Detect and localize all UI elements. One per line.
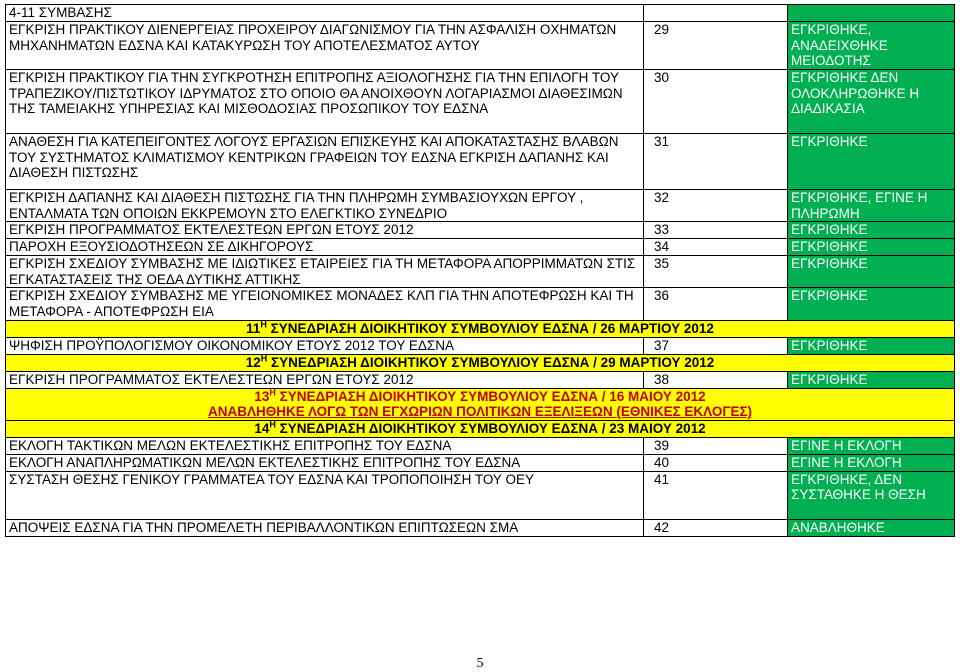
meeting-title: ΣΥΝΕΔΡΙΑΣΗ ΔΙΟΙΚΗΤΙΚΟΥ ΣΥΜΒΟΥΛΙΟΥ ΕΔΣΝΑ / 26 ΜΑΡΤΙΟΥ 2012 xyxy=(270,320,714,336)
meeting-title: ΣΥΝΕΔΡΙΑΣΗ ΔΙΟΙΚΗΤΙΚΟΥ ΣΥΜΒΟΥΛΙΟΥ ΕΔΣΝΑ / 23 ΜΑΙΟΥ 2012 xyxy=(279,420,706,436)
row-text: ΕΓΚΡΙΣΗ ΠΡΑΚΤΙΚΟΥ ΓΙΑ ΤΗΝ ΣΥΓΚΡΟΤΗΣΗ ΕΠΙΤΡΟΠΗΣ ΑΞΙΟΛΟΓΗΣΗΣ ΓΙΑ ΤΗΝ ΕΠΙΛΟΓΗ ΤΟΥ ΤΡΑΠΕΖΙΚΟΥ/ΠΙΣΤΩΤΙΚΟΥ ΙΔΡΥΜΑΤΟΣ ΣΤΟ ΟΠΟΙΟ ΘΑ ΑΝΟΙΧΘΟΥΝ ΛΟΓΑΡΙΑΣΜΟΙ ΔΙΑΘΕΣΙΜΩΝ ΤΗΣ ΤΑΜΕΙΑΚΗΣ ΥΠΗΡΕΣΙΑΣ ΚΑΙ ΜΙΣΘΟΔΟΣΙΑΣ ΠΡΟΣΩΠΙΚΟΥ ΤΟΥ ΕΔΣΝΑ xyxy=(6,70,644,134)
meeting-number-suffix: Η xyxy=(260,319,267,330)
table-row xyxy=(6,371,955,388)
meeting-number: 12 xyxy=(245,354,261,370)
meeting-header xyxy=(6,320,955,337)
row-text: ΕΓΚΡΙΣΗ ΠΡΟΓΡΑΜΜΑΤΟΣ ΕΚΤΕΛΕΣΤΕΩΝ ΕΡΓΩΝ ΕΤΟΥΣ 2012 xyxy=(6,222,644,239)
meeting-title: ΣΥΝΕΔΡΙΑΣΗ ΔΙΟΙΚΗΤΙΚΟΥ ΣΥΜΒΟΥΛΙΟΥ ΕΔΣΝΑ / 29 ΜΑΡΤΙΟΥ 2012 xyxy=(271,354,715,370)
row-text: ΣΥΣΤΑΣΗ ΘΕΣΗΣ ΓΕΝΙΚΟΥ ΓΡΑΜΜΑΤΕΑ ΤΟΥ ΕΔΣΝΑ ΚΑΙ ΤΡΟΠΟΠΟΙΗΣΗ ΤΟΥ ΟΕΥ xyxy=(6,471,644,519)
row-number: 32 xyxy=(644,190,788,222)
meeting-header-row xyxy=(6,354,955,371)
row-decision: ΕΓΚΡΙΘΗΚΕ xyxy=(788,134,955,190)
row-text: ΨΗΦΙΣΗ ΠΡΟΫΠΟΛΟΓΙΣΜΟΥ ΟΙΚΟΝΟΜΙΚΟΥ ΕΤΟΥΣ 2012 ΤΟΥ ΕΔΣΝΑ xyxy=(6,337,644,354)
row-number: 42 xyxy=(644,519,788,536)
row-number: 30 xyxy=(644,70,788,134)
row-text: ΕΓΚΡΙΣΗ ΠΡΟΓΡΑΜΜΑΤΟΣ ΕΚΤΕΛΕΣΤΕΩΝ ΕΡΓΩΝ ΕΤΟΥΣ 2012 xyxy=(6,371,644,388)
table-row xyxy=(6,134,955,190)
table-row xyxy=(6,22,955,70)
table-row xyxy=(6,337,955,354)
meeting-number: 13 xyxy=(254,388,270,404)
row-decision: ΕΓΙΝΕ Η ΕΚΛΟΓΗ xyxy=(788,437,955,454)
row-decision: ΕΓΚΡΙΘΗΚΕ xyxy=(788,239,955,256)
row-text: ΑΠΟΨΕΙΣ ΕΔΣΝΑ ΓΙΑ ΤΗΝ ΠΡΟΜΕΛΕΤΗ ΠΕΡΙΒΑΛΛΟΝΤΙΚΩΝ ΕΠΙΠΤΩΣΕΩΝ ΣΜΑ xyxy=(6,519,644,536)
row-text: ΕΚΛΟΓΗ ΑΝΑΠΛΗΡΩΜΑΤΙΚΩΝ ΜΕΛΩΝ ΕΚΤΕΛΕΣΤΙΚΗΣ ΕΠΙΤΡΟΠΗΣ ΤΟΥ ΕΔΣΝΑ xyxy=(6,454,644,471)
row-decision: ΕΓΚΡΙΘΗΚΕ xyxy=(788,256,955,288)
row-decision: ΕΓΚΡΙΘΗΚΕ xyxy=(788,222,955,239)
section-title: 4-11 ΣΥΜΒΑΣΗΣ xyxy=(6,5,644,22)
meeting-number-suffix: Η xyxy=(269,419,276,430)
row-text: ΠΑΡΟΧΗ ΕΞΟΥΣΙΟΔΟΤΗΣΕΩΝ ΣΕ ΔΙΚΗΓΟΡΟΥΣ xyxy=(6,239,644,256)
meeting-header-row xyxy=(6,388,955,420)
table-row xyxy=(6,288,955,320)
table-row xyxy=(6,437,955,454)
row-text: ΕΓΚΡΙΣΗ ΣΧΕΔΙΟΥ ΣΥΜΒΑΣΗΣ ΜΕ ΥΓΕΙΟΝΟΜΙΚΕΣ ΜΟΝΑΔΕΣ ΚΛΠ ΓΙΑ ΤΗΝ ΑΠΟΤΕΦΡΩΣΗ ΚΑΙ ΤΗ ΜΕΤΑΦΟΡΑ - ΑΠΟΤΕΦΡΩΣΗ ΕΙΑ xyxy=(6,288,644,320)
meeting-header xyxy=(6,354,955,371)
row-number: 34 xyxy=(644,239,788,256)
row-text: ΕΚΛΟΓΗ ΤΑΚΤΙΚΩΝ ΜΕΛΩΝ ΕΚΤΕΛΕΣΤΙΚΗΣ ΕΠΙΤΡΟΠΗΣ ΤΟΥ ΕΔΣΝΑ xyxy=(6,437,644,454)
meeting-number: 14 xyxy=(254,420,270,436)
row-text: ΕΓΚΡΙΣΗ ΣΧΕΔΙΟΥ ΣΥΜΒΑΣΗΣ ΜΕ ΙΔΙΩΤΙΚΕΣ ΕΤΑΙΡΕΙΕΣ ΓΙΑ ΤΗ ΜΕΤΑΦΟΡΑ ΑΠΟΡΡΙΜΜΑΤΩΝ ΣΤΙΣ ΕΓΚΑΤΑΣΤΑΣΕΙΣ ΤΗΣ ΟΕΔΑ ΔΥΤΙΚΗΣ ΑΤΤΙΚΗΣ xyxy=(6,256,644,288)
row-text: ΕΓΚΡΙΣΗ ΔΑΠΑΝΗΣ ΚΑΙ ΔΙΑΘΕΣΗ ΠΙΣΤΩΣΗΣ ΓΙΑ ΤΗΝ ΠΛΗΡΩΜΗ ΣΥΜΒΑΣΙΟΥΧΩΝ ΕΡΓΟΥ , ΕΝΤΑΛΜΑΤΑ ΤΩΝ ΟΠΟΙΩΝ ΕΚΚΡΕΜΟΥΝ ΣΤΟ ΕΛΕΓΚΤΙΚΟ ΣΥΝΕΔΡΙΟ xyxy=(6,190,644,222)
section-row xyxy=(6,5,955,22)
table-row xyxy=(6,190,955,222)
decisions-table xyxy=(5,4,955,537)
row-number: 33 xyxy=(644,222,788,239)
row-text: ΑΝΑΘΕΣΗ ΓΙΑ ΚΑΤΕΠΕΙΓΟΝΤΕΣ ΛΟΓΟΥΣ ΕΡΓΑΣΙΩΝ ΕΠΙΣΚΕΥΗΣ ΚΑΙ ΑΠΟΚΑΤΑΣΤΑΣΗΣ ΒΛΑΒΩΝ ΤΟΥ ΣΥΣΤΗΜΑΤΟΣ ΚΛΙΜΑΤΙΣΜΟΥ ΚΕΝΤΡΙΚΩΝ ΓΡΑΦΕΙΩΝ ΤΟΥ ΕΔΣΝΑ ΕΓΚΡΙΣΗ ΔΑΠΑΝΗΣ ΚΑΙ ΔΙΑΘΕΣΗ ΠΙΣΤΩΣΗΣ xyxy=(6,134,644,190)
row-decision: ΑΝΑΒΛΗΘΗΚΕ xyxy=(788,519,955,536)
meeting-header-row xyxy=(6,320,955,337)
row-number: 40 xyxy=(644,454,788,471)
row-text: ΕΓΚΡΙΣΗ ΠΡΑΚΤΙΚΟΥ ΔΙΕΝΕΡΓΕΙΑΣ ΠΡΟΧΕΙΡΟΥ ΔΙΑΓΩΝΙΣΜΟΥ ΓΙΑ ΤΗΝ ΑΣΦΑΛΙΣΗ ΟΧΗΜΑΤΩΝ ΜΗΧΑΝΗΜΑΤΩΝ ΕΔΣΝΑ ΚΑΙ ΚΑΤΑΚΥΡΩΣΗ ΤΟΥ ΑΠΟΤΕΛΕΣΜΑΤΟΣ ΑΥΤΟΥ xyxy=(6,22,644,70)
meeting-title: ΣΥΝΕΔΡΙΑΣΗ ΔΙΟΙΚΗΤΙΚΟΥ ΣΥΜΒΟΥΛΙΟΥ ΕΔΣΝΑ / 16 ΜΑΙΟΥ 2012 xyxy=(279,388,706,404)
postponement-note: ΑΝΑΒΛΗΘΗΚΕ ΛΟΓΩ ΤΩΝ ΕΓΧΩΡΙΩΝ ΠΟΛΙΤΙΚΩΝ ΕΞΕΛΙΞΕΩΝ (ΕΘΝΙΚΕΣ ΕΚΛΟΓΕΣ) xyxy=(207,404,753,420)
table-row xyxy=(6,70,955,134)
row-decision: ΕΓΚΡΙΘΗΚΕ, ΔΕΝ ΣΥΣΤΑΘΗΚΕ Η ΘΕΣΗ xyxy=(788,471,955,519)
row-number: 38 xyxy=(644,371,788,388)
meeting-number-suffix: Η xyxy=(260,353,268,364)
row-number: 31 xyxy=(644,134,788,190)
table-row xyxy=(6,454,955,471)
page-number: 5 xyxy=(476,656,484,671)
row-number: 36 xyxy=(644,288,788,320)
meeting-header xyxy=(6,388,955,420)
row-decision: ΕΓΚΡΙΘΗΚΕ, ΑΝΑΔΕΙΧΘΗΚΕ ΜΕΙΟΔΟΤΗΣ xyxy=(788,22,955,70)
table-row xyxy=(6,471,955,519)
row-decision: ΕΓΚΡΙΘΗΚΕ ΔΕΝ ΟΛΟΚΛΗΡΩΘΗΚΕ Η ΔΙΑΔΙΚΑΣΙΑ xyxy=(788,70,955,134)
table-row xyxy=(6,222,955,239)
row-decision: ΕΓΚΡΙΘΗΚΕ xyxy=(788,288,955,320)
row-decision: ΕΓΚΡΙΘΗΚΕ xyxy=(788,371,955,388)
meeting-number-suffix: Η xyxy=(269,387,276,398)
table-row xyxy=(6,519,955,536)
meeting-header-row xyxy=(6,420,955,437)
row-number: 39 xyxy=(644,437,788,454)
table-row xyxy=(6,256,955,288)
meeting-number: 11 xyxy=(246,320,261,336)
row-decision: ΕΓΚΡΙΘΗΚΕ xyxy=(788,337,955,354)
row-decision: ΕΓΚΡΙΘΗΚΕ, ΕΓΙΝΕ Η ΠΛΗΡΩΜΗ xyxy=(788,190,955,222)
table-row xyxy=(6,239,955,256)
row-decision: ΕΓΙΝΕ Η ΕΚΛΟΓΗ xyxy=(788,454,955,471)
row-number: 35 xyxy=(644,256,788,288)
row-number: 29 xyxy=(644,22,788,70)
row-number: 41 xyxy=(644,471,788,519)
row-number: 37 xyxy=(644,337,788,354)
meeting-header xyxy=(6,420,955,437)
